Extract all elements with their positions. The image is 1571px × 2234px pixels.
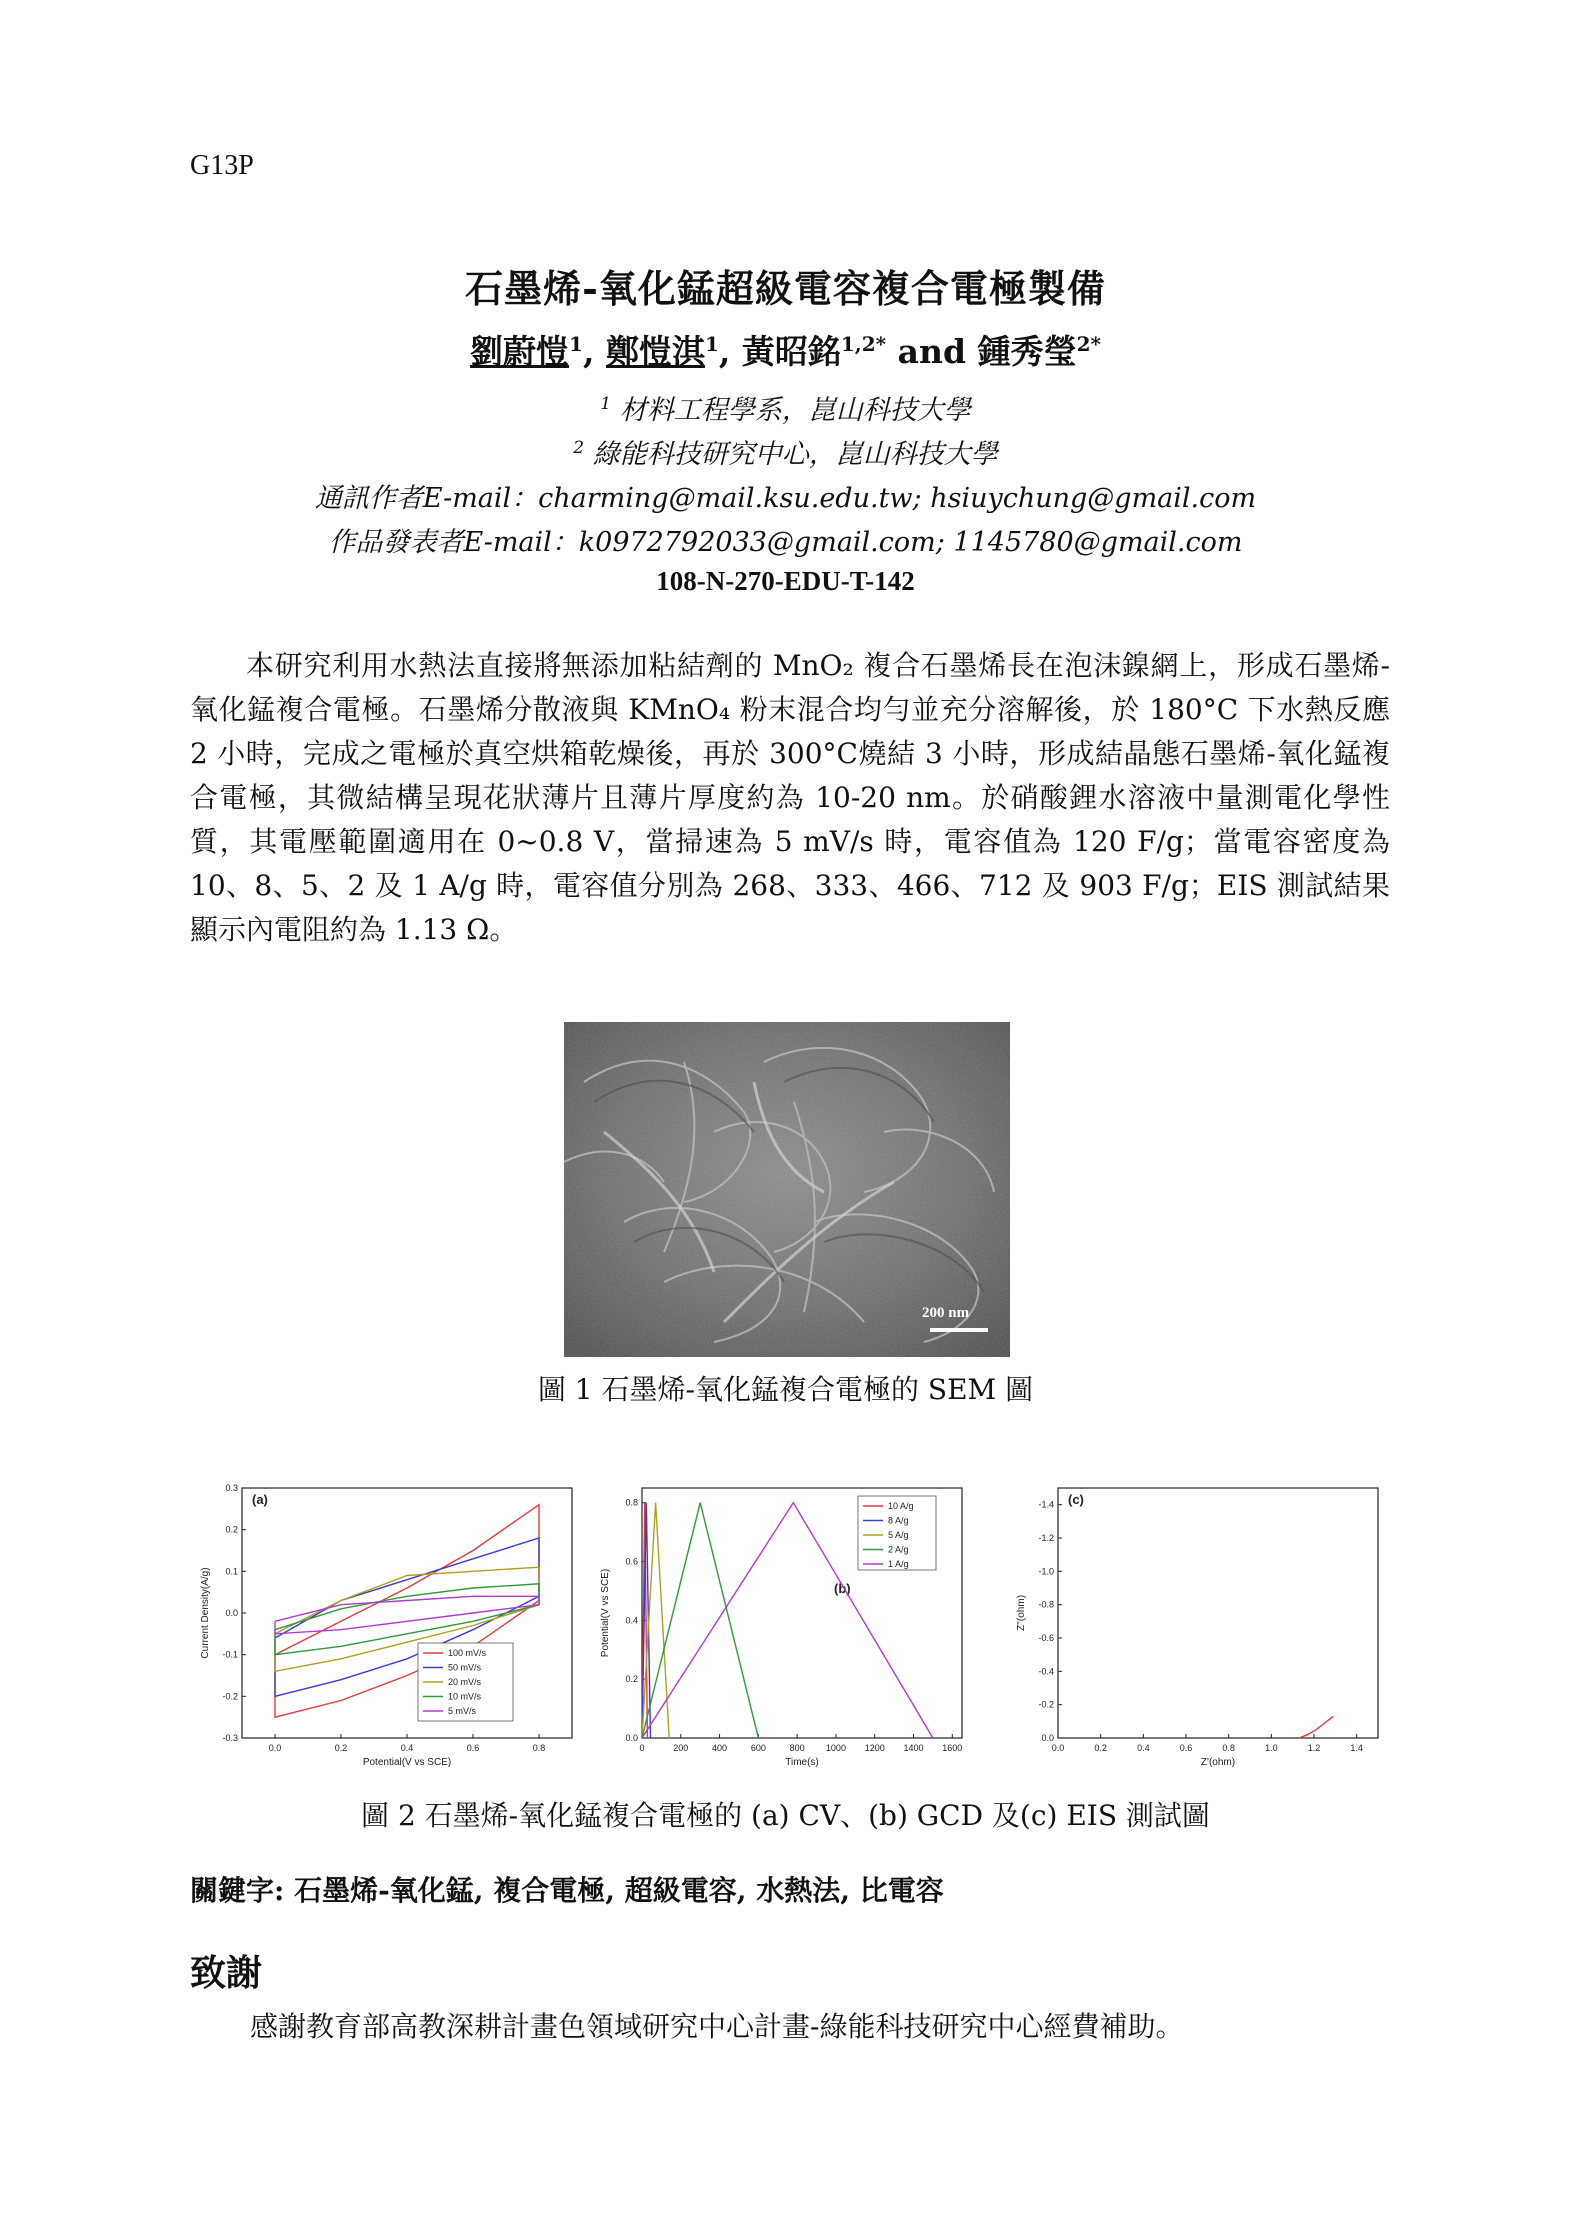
y-tick-label: -0.3 (222, 1733, 238, 1743)
author-affiliation-mark: 1 (704, 332, 719, 356)
keywords: 關鍵字: 石墨烯-氧化錳, 複合電極, 超級電容, 水熱法, 比電容 (190, 1874, 944, 1907)
x-tick-label: 200 (673, 1743, 689, 1753)
y-tick-label: 0.2 (625, 1674, 638, 1685)
paper-code: G13P (190, 150, 254, 181)
y-axis-label: Z''(ohm) (1016, 1594, 1027, 1632)
x-tick-label: 1.0 (1265, 1743, 1278, 1753)
author-affiliation-mark: 1,2* (840, 332, 887, 356)
y-tick-label: 0.4 (625, 1615, 638, 1626)
x-tick-label: 1.2 (1307, 1743, 1321, 1753)
panel-label: (b) (834, 1581, 851, 1596)
author-list: 劉蔚愷$^1$, 鄭愷淇$^1$, 黃昭銘$^{1,2*}$ and 鍾秀瑩$^{2*}$ (470, 332, 1101, 371)
y-tick-label: -0.6 (1038, 1633, 1054, 1643)
plot-frame (242, 1488, 572, 1738)
cv-chart-svg (190, 1478, 580, 1778)
paper-title: 石墨烯-氧化錳超級電容複合電極製備 (465, 266, 1106, 311)
y-tick-label: -0.8 (1038, 1599, 1054, 1610)
affiliation-1 (0, 388, 1571, 427)
legend-label: 100 mV/s (448, 1648, 487, 1658)
panel-label: (a) (252, 1492, 268, 1507)
sem-image (564, 1022, 1010, 1357)
x-tick-label: 800 (789, 1743, 805, 1753)
gcd-chart (600, 1478, 970, 1778)
x-tick-label: 1.4 (1350, 1743, 1363, 1753)
x-tick-label: 0.8 (1222, 1743, 1235, 1753)
x-axis-label: Time(s) (785, 1757, 819, 1768)
y-tick-label: -1.2 (1038, 1533, 1054, 1543)
y-tick-label: -0.2 (222, 1691, 238, 1702)
x-axis-label: Z'(ohm) (1200, 1757, 1236, 1768)
y-axis-label: Potential(V vs SCE) (600, 1568, 611, 1658)
legend-label: 50 mV/s (448, 1662, 482, 1673)
x-tick-label: 600 (750, 1743, 766, 1753)
y-tick-label: 0.0 (625, 1733, 638, 1743)
eis-chart-svg (1010, 1478, 1385, 1778)
x-tick-label: 1600 (942, 1743, 963, 1753)
affiliation-text: 綠能科技研究中心，崑山科技大學 (592, 439, 998, 470)
legend-label: 5 mV/s (448, 1706, 477, 1716)
x-tick-label: 0.0 (268, 1743, 282, 1753)
acknowledgement-heading: 致謝 (190, 1952, 263, 1994)
affiliation-2 (0, 432, 1571, 471)
y-tick-label: 0.0 (1041, 1733, 1054, 1743)
gcd-chart-svg (600, 1478, 970, 1778)
x-tick-label: 0.2 (1094, 1743, 1107, 1753)
panel-label: (c) (1068, 1492, 1084, 1507)
author-name: 鄭愷淇 (605, 332, 705, 371)
author-and: and (897, 332, 967, 371)
x-tick-label: 0.6 (466, 1743, 480, 1753)
x-tick-label: 0.6 (1179, 1743, 1193, 1753)
y-tick-label: 0.6 (625, 1556, 638, 1567)
x-tick-label: 1400 (903, 1743, 924, 1753)
x-tick-label: 0 (639, 1743, 645, 1753)
acknowledgement-text: 感謝教育部高教深耕計畫色領域研究中心計畫-綠能科技研究中心經費補助。 (250, 2010, 1184, 2043)
x-axis-label: Potential(V vs SCE) (362, 1757, 452, 1768)
y-tick-label: 0.2 (225, 1524, 238, 1535)
figure2-caption: 圖 2 石墨烯-氧化錳複合電極的 (a) CV、(b) GCD 及(c) EIS 測試圖 (361, 1799, 1210, 1832)
y-tick-label: 0.1 (225, 1566, 238, 1577)
legend-label: 1 A/g (888, 1559, 909, 1569)
x-tick-label: 400 (712, 1743, 728, 1753)
project-code: 108-N-270-EDU-T-142 (656, 566, 915, 596)
author-affiliation-mark: 1 (569, 332, 583, 356)
affiliation-text: 材料工程學系，崑山科技大學 (619, 395, 971, 426)
legend-label: 2 A/g (888, 1544, 909, 1555)
presenter-email: 作品發表者E-mail：k0972792033@gmail.com; 1145780@gmail.com (328, 527, 1243, 558)
x-tick-label: 0.4 (400, 1743, 414, 1753)
plot-frame (1058, 1488, 1378, 1738)
y-tick-label: -0.4 (1038, 1666, 1054, 1677)
x-tick-label: 0.2 (334, 1743, 348, 1753)
y-tick-label: 0.3 (225, 1483, 238, 1493)
author-name: 黃昭銘 (741, 332, 841, 371)
affiliation-mark: 2 (573, 438, 585, 458)
author-affiliation-mark: 2* (1076, 332, 1101, 356)
legend-label: 10 A/g (888, 1501, 914, 1511)
x-tick-label: 1000 (825, 1743, 846, 1753)
legend-label: 8 A/g (888, 1515, 909, 1526)
cv-chart (190, 1478, 580, 1778)
eis-chart (1010, 1478, 1385, 1778)
sem-scale-label: 200 nm (922, 1305, 970, 1321)
y-tick-label: -0.1 (222, 1649, 238, 1660)
x-tick-label: 0.0 (1051, 1743, 1065, 1753)
author-name: 劉蔚愷 (470, 332, 570, 371)
y-tick-label: -0.2 (1038, 1699, 1054, 1710)
x-tick-label: 1200 (864, 1743, 885, 1753)
affiliation-mark: 1 (600, 394, 612, 414)
abstract: 本研究利用水熱法直接將無添加粘結劑的 MnO₂ 複合石墨烯長在泡沫鎳網上，形成石墨烯-氧化錳複合電極。石墨烯分散液與 KMnO₄ 粉末混合均勻並充分溶解後，於 180°C 下水熱反應 2 小時，完成之電極於真空烘箱乾燥後，再於 300°C燒結 3 小時，形成結晶態石墨烯-氧化錳複合電極，其微結構呈現花狀薄片且薄片厚度約為 10-20 nm。於硝酸鋰水溶液中量測電化學性質，其電壓範圍適用在 0~0.8 V，當掃速為 5 mV/s 時，電容值為 120 F/g；當電容密度為 10、8、5、2 及 1 A/g 時，電容值分別為 268、333、466、712 及 903 F/g；EIS 測試結果顯示內電阻約為 1.13 Ω。 (190, 649, 1390, 946)
figure1-caption: 圖 1 石墨烯-氧化錳複合電極的 SEM 圖 (537, 1373, 1034, 1406)
x-tick-label: 0.4 (1137, 1743, 1150, 1753)
y-axis-label: Current Density(A/g) (200, 1567, 211, 1659)
y-tick-label: -1.4 (1038, 1499, 1054, 1510)
legend-label: 10 mV/s (448, 1691, 482, 1702)
y-tick-label: -1.0 (1038, 1566, 1054, 1577)
legend-label: 20 mV/s (448, 1677, 482, 1687)
corresponding-email: 通訊作者E-mail：charming@mail.ksu.edu.tw; hsiuychung@gmail.com (314, 483, 1257, 514)
sem-scale-bar (930, 1328, 988, 1332)
legend-label: 5 A/g (888, 1530, 909, 1540)
y-tick-label: 0.8 (625, 1497, 638, 1508)
author-name: 鍾秀瑩 (977, 332, 1077, 371)
y-tick-label: 0.0 (225, 1608, 238, 1618)
x-tick-label: 0.8 (532, 1743, 546, 1753)
